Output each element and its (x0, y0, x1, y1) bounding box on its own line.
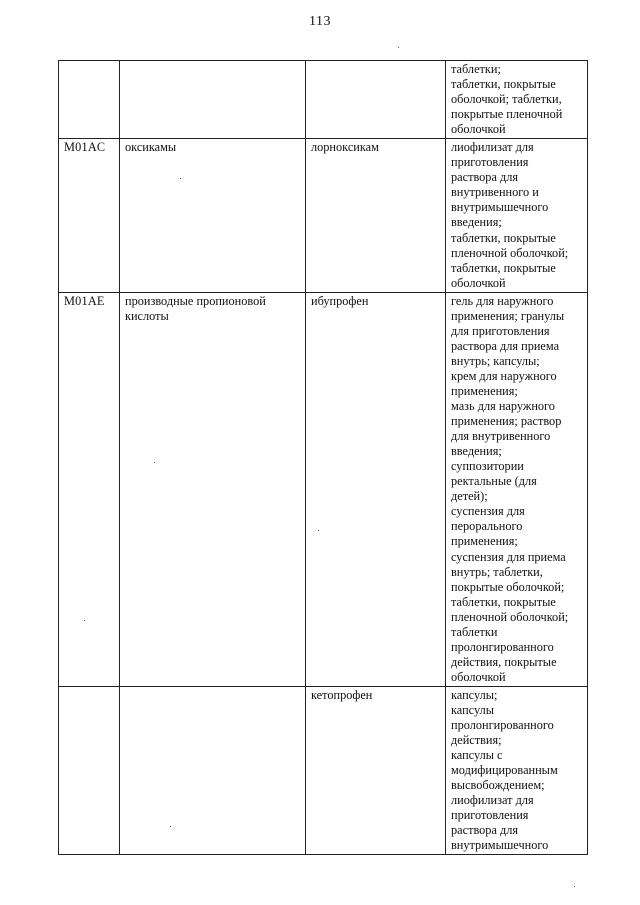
dosage-form-line: таблетки, покрытые (451, 260, 556, 275)
dosage-form-line: внутримышечного (451, 200, 549, 215)
dosage-forms-cell (446, 61, 588, 139)
dosage-form-line: покрытые оболочкой; (451, 579, 565, 594)
dosage-form-line: действия; (451, 733, 502, 748)
dosage-form-line: внутрь; капсулы; (451, 353, 540, 368)
dosage-form-line: пролонгированного (451, 718, 554, 733)
dosage-form-line: перорального (451, 519, 523, 534)
dosage-forms-cell (446, 292, 588, 686)
dosage-form-line: капсулы; (451, 687, 498, 702)
scan-speck (398, 47, 399, 48)
dosage-form-line: раствора для (451, 823, 519, 838)
dosage-form-line: таблетки (451, 624, 498, 639)
table-row (59, 686, 588, 855)
dosage-form-line: капсулы с (451, 748, 503, 763)
dosage-form-line: таблетки, покрытые (451, 77, 556, 92)
dosage-form-line: покрытые пленочной (451, 107, 563, 122)
dosage-form-line: для внутривенного (451, 429, 551, 444)
scan-speck (574, 886, 575, 887)
table-body (59, 61, 588, 855)
dosage-form-line: таблетки, покрытые (451, 230, 556, 245)
dosage-form-line: применения; (451, 534, 518, 549)
dosage-form-line: модифицированным (451, 763, 558, 778)
dosage-form-line: приготовления (451, 155, 529, 170)
pharmacological-group-cell (120, 139, 306, 292)
dosage-form-line: лиофилизат для (451, 793, 534, 808)
drug-name-cell: лорноксикам (306, 139, 446, 292)
table-row (59, 61, 588, 139)
drug-name-cell: кетопрофен (306, 686, 446, 855)
table-row (59, 139, 588, 292)
group-line: кислоты (125, 308, 169, 323)
table-row (59, 292, 588, 686)
atc-code-cell (59, 61, 120, 139)
dosage-form-line: применения; гранулы (451, 308, 565, 323)
dosage-form-line: применения; (451, 383, 518, 398)
dosage-form-line: пролонгированного (451, 639, 554, 654)
dosage-forms-cell (446, 139, 588, 292)
dosage-form-line: действия, покрытые (451, 654, 557, 669)
dosage-form-line: суспензия для (451, 504, 525, 519)
dosage-form-line: таблетки, покрытые (451, 594, 556, 609)
drug-name-cell (306, 61, 446, 139)
dosage-form-line: капсулы (451, 702, 494, 717)
group-line: оксикамы (125, 140, 177, 155)
dosage-forms-cell (446, 686, 588, 855)
dosage-form-line: гель для наружного (451, 293, 554, 308)
dosage-form-line: оболочкой (451, 122, 506, 137)
dosage-form-line: приготовления (451, 808, 529, 823)
atc-code-cell (59, 686, 120, 855)
dosage-form-line: пленочной оболочкой; (451, 609, 569, 624)
dosage-form-line: детей); (451, 489, 488, 504)
atc-code-cell: M01AC (59, 139, 120, 292)
dosage-form-line: введения; (451, 215, 502, 230)
dosage-form-line: пленочной оболочкой; (451, 245, 569, 260)
dosage-form-line: оболочкой (451, 669, 506, 684)
dosage-form-line: раствора для (451, 170, 519, 185)
dosage-form-line: лиофилизат для (451, 140, 534, 155)
dosage-form-line: применения; раствор (451, 414, 562, 429)
pharmacological-group-cell (120, 686, 306, 855)
dosage-form-line: суспензия для приема (451, 549, 566, 564)
dosage-form-line: внутримышечного (451, 838, 549, 853)
dosage-form-line: оболочкой (451, 275, 506, 290)
dosage-form-line: внутривенного и (451, 185, 539, 200)
dosage-form-line: таблетки; (451, 62, 501, 76)
dosage-form-line: высвобождением; (451, 778, 545, 793)
drug-table (58, 60, 588, 855)
dosage-form-line: для приготовления (451, 323, 550, 338)
pharmacological-group-cell (120, 292, 306, 686)
dosage-form-line: внутрь; таблетки, (451, 564, 543, 579)
dosage-form-line: раствора для приема (451, 338, 560, 353)
dosage-form-line: крем для наружного (451, 368, 557, 383)
group-line: производные пропионовой (125, 293, 266, 308)
atc-code-cell: M01AE (59, 292, 120, 686)
dosage-form-line: оболочкой; таблетки, (451, 92, 562, 107)
dosage-form-line: введения; (451, 444, 502, 459)
dosage-form-line: мазь для наружного (451, 399, 555, 414)
dosage-form-line: ректальные (для (451, 474, 537, 489)
page-number: 113 (309, 14, 331, 29)
dosage-form-line: суппозитории (451, 459, 524, 474)
drug-name-cell: ибупрофен (306, 292, 446, 686)
pharmacological-group-cell (120, 61, 306, 139)
